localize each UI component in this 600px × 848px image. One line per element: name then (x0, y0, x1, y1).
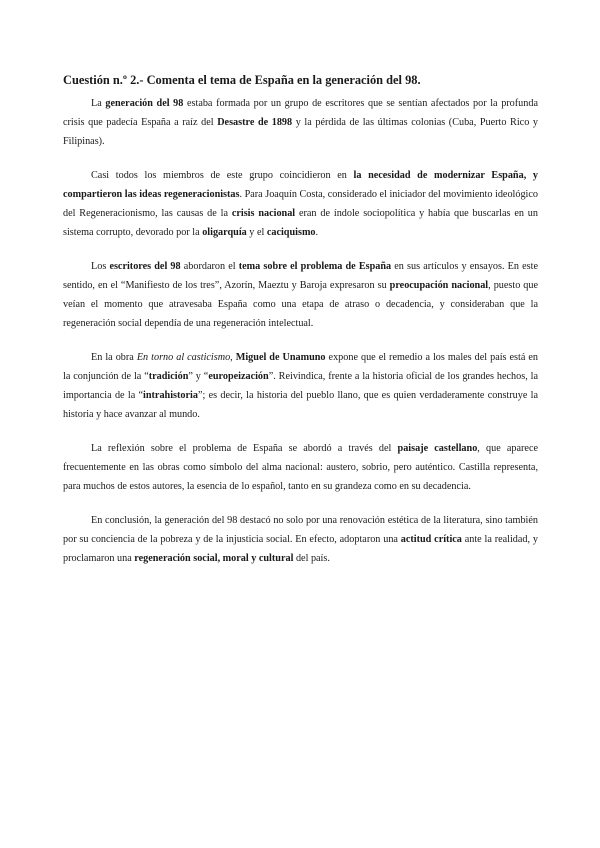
text-segment: Casi todos los miembros de este grupo coincidieron en (91, 170, 354, 181)
text-segment: y la pérdida de las últimas colonias (Cuba, Puerto Rico y Filipinas). (63, 117, 538, 147)
bold-text: tradición (148, 371, 189, 382)
text-segment: eran de índole sociopolítica y había que buscarlas en un sistema corrupto, devorado por la (63, 208, 538, 238)
text-segment: del país. (293, 553, 330, 564)
paragraph-6 (63, 511, 538, 568)
bold-text: paisaje castellano (397, 443, 478, 454)
text-segment: ”; es decir, la historia del pueblo llano, que es quien verdaderamente construye la historia y hace avanzar al mundo. (63, 390, 538, 420)
text-segment: En la obra (91, 352, 137, 363)
paragraph-2 (63, 166, 538, 242)
bold-text: intrahistoria (143, 390, 198, 401)
text-segment: . Para Joaquín Costa, considerado el iniciador del movimiento ideológico del Regeneracionismo, las causas de la (63, 189, 539, 219)
bold-text: regeneración social, moral y cultural (134, 553, 294, 564)
document-title: Cuestión n.º 2.- Comenta el tema de España en la generación del 98. (63, 73, 421, 87)
document-body (63, 94, 538, 568)
text-segment: La (91, 98, 106, 109)
bold-text: actitud crítica (400, 534, 462, 545)
text-segment: estaba formada por un grupo de escritores que se sentían afectados por la profunda crisis que padecía España a raíz del (63, 98, 538, 128)
text-segment: En conclusión, la generación del 98 destacó no solo por una renovación estética de la literatura, sino también por su conciencia de la pobreza y de la injusticia social. En efecto, adoptaron una (63, 515, 538, 545)
text-segment: La reflexión sobre el problema de España se abordó a través del (91, 443, 398, 454)
text-segment: ”. Reivindica, frente a la historia oficial de los grandes hechos, la importancia de la “ (63, 371, 539, 401)
text-segment: , (230, 352, 236, 363)
paragraph-1 (63, 94, 538, 151)
bold-text: generación del 98 (105, 98, 184, 109)
bold-text: escritores del 98 (109, 261, 181, 272)
bold-text: preocupación nacional (389, 280, 489, 291)
text-segment: , puesto que veían el momento que atravesaba España como una etapa de atraso o decadencia, y consideraban que la regeneración social dependía de una regeneración intelectual. (63, 280, 539, 329)
text-segment: Los (91, 261, 110, 272)
bold-text: crisis nacional (231, 208, 296, 219)
bold-text: Desastre de 1898 (217, 117, 293, 128)
paragraph-3 (63, 257, 538, 333)
bold-text: europeización (208, 371, 269, 382)
bold-text: Miguel de Unamuno (235, 352, 326, 363)
text-segment: y el (246, 227, 267, 238)
text-segment: expone que el remedio a los males del país está en la conjunción de la “ (63, 352, 538, 382)
bold-text: caciquismo (266, 227, 316, 238)
text-segment: en sus artículos y ensayos. En este sentido, en el “Manifiesto de los tres”, Azorín, Maeztu y Baroja expresaron su (63, 261, 538, 291)
text-segment: , que aparece frecuentemente en las obras como símbolo del alma nacional: austero, sobrio, pero auténtico. Castilla representa, para muchos de estos autores, la esencia de lo español, tanto en su grandeza como en su decadencia. (63, 443, 538, 492)
bold-text: la necesidad de modernizar España, y compartieron las ideas regeneracionistas (63, 170, 538, 200)
text-segment: . (315, 227, 319, 238)
italic-text: En torno al casticismo (136, 352, 231, 363)
bold-text: tema sobre el problema de España (238, 261, 392, 272)
paragraph-5 (63, 439, 538, 496)
paragraph-4 (63, 348, 538, 424)
text-segment: abordaron el (180, 261, 239, 272)
text-segment: ” y “ (188, 371, 209, 382)
text-segment: ante la realidad, y proclamaron una (63, 534, 538, 564)
bold-text: oligarquía (202, 227, 247, 238)
